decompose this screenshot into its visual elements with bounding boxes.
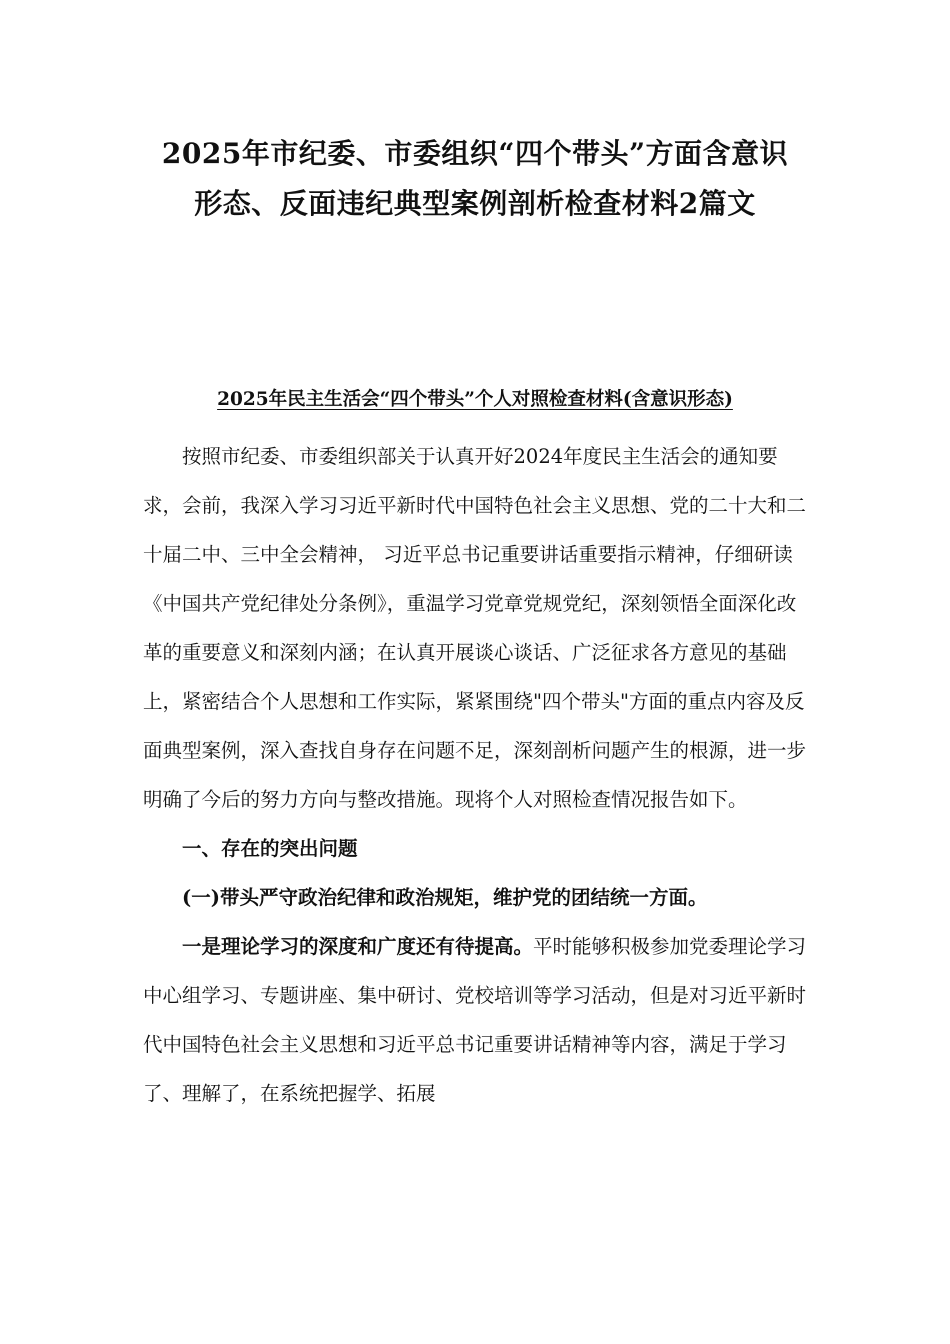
document-body [143, 432, 811, 1118]
document-title-line-1: 2025年市纪委、市委组织“四个带头”方面含意识 [161, 137, 789, 170]
point-paragraph-1 [143, 922, 811, 1118]
document-title-line-2: 形态、反面违纪典型案例剖析检查材料2篇文 [194, 187, 756, 220]
section-subtitle: 2025年民主生活会“四个带头”个人对照检查材料(含意识形态) [217, 389, 733, 410]
intro-paragraph: 按照市纪委、市委组织部关于认真开好2024年度民主生活会的通知要求，会前，我深入学习习近平新时代中国特色社会主义思想、党的二十大和二十届二中、三中全会精神， 习近平总书记重要讲话重要指示精神，仔细研读《中国共产党纪律处分条例》，重温学习党章党规党纪，深刻领悟全面深化改革的重要意义和深刻内涵；在认真开展谈心谈话、广泛征求各方意见的基础上，紧密结合个人思想和工作实际，紧紧围绕"四个带头"方面的重点内容及反面典型案例，深入查找自身存在问题不足，深刻剖析问题产生的根源，进一步明确了今后的努力方向与整改措施。现将个人对照检查情况报告如下。 [143, 445, 807, 811]
point-text-1: 平时能够积极参加党委理论学习中心组学习、专题讲座、集中研讨、党校培训等学习活动，但是对习近平新时代中国特色社会主义思想和习近平总书记重要讲话精神等内容，满足于学习了、理解了，在系统把握学、拓展 [143, 935, 807, 1105]
point-lead-1: 一是理论学习的深度和广度还有待提高。 [182, 935, 534, 958]
section-heading-1: 一、存在的突出问题 [182, 837, 358, 860]
subsection-heading-1: (一)带头严守政治纪律和政治规矩，维护党的团结统一方面。 [182, 886, 708, 909]
